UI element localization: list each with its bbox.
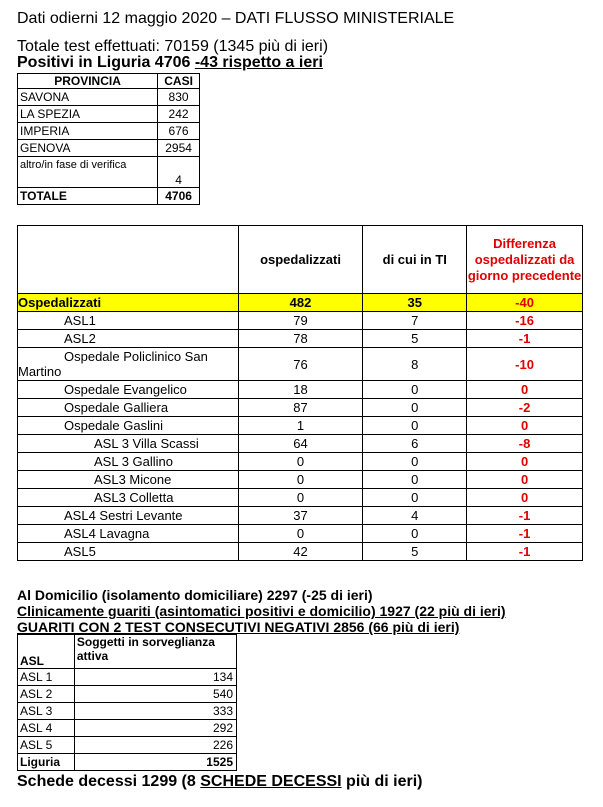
hospital-name: ASL4 Lavagna: [18, 525, 239, 543]
table-row: [18, 720, 237, 737]
province-name: LA SPEZIA: [18, 106, 158, 123]
table-row: [18, 669, 237, 686]
hospital-osp: 37: [238, 507, 363, 525]
hospital-osp: 76: [238, 348, 363, 381]
hospital-ti: 0: [363, 471, 467, 489]
hospital-diff: 0: [467, 381, 583, 399]
asl-value: 540: [74, 686, 236, 703]
province-cases: 2954: [158, 140, 200, 157]
hospital-name: ASL5: [18, 543, 239, 561]
asl-name: ASL 1: [18, 669, 75, 686]
hospital-ti: 0: [363, 381, 467, 399]
positives-line: [17, 54, 323, 72]
province-total-value: 4706: [158, 188, 200, 205]
table-row: [18, 157, 200, 188]
hospital-osp: 78: [238, 330, 363, 348]
hospital-diff: -1: [467, 543, 583, 561]
asl-name: ASL 4: [18, 720, 75, 737]
date-line: Dati odierni 12 maggio 2020 – DATI FLUSSO MINISTERIALE: [17, 10, 455, 27]
table-row: [18, 453, 583, 471]
col-differenza: Differenza ospedalizzati da giorno precedente: [467, 226, 583, 294]
hospital-osp: 64: [238, 435, 363, 453]
table-row: [18, 330, 583, 348]
hospital-diff: -2: [467, 399, 583, 417]
table-row: [18, 507, 583, 525]
col-terapia-intensiva: di cui in TI: [363, 226, 467, 294]
hospital-diff: -40: [467, 294, 583, 312]
province-cases: 4: [158, 157, 200, 188]
hospital-diff: 0: [467, 417, 583, 435]
table-row: [18, 525, 583, 543]
asl-value: 292: [74, 720, 236, 737]
hospital-table: [17, 225, 583, 561]
col-sorveglianza: Soggetti in sorveglianza attiva: [74, 635, 236, 669]
hospital-ti: 8: [363, 348, 467, 381]
table-row: [18, 399, 583, 417]
deaths-prefix: Schede decessi 1299 (8: [17, 773, 201, 790]
table-row: [18, 417, 583, 435]
deaths-underlined: SCHEDE DECESSI: [200, 773, 342, 790]
hospital-ti: 35: [363, 294, 467, 312]
table-row: [18, 686, 237, 703]
surveillance-total-row: [18, 754, 237, 771]
province-name: altro/in fase di verifica: [18, 157, 158, 188]
hospital-name: Ospedale Galliera: [18, 399, 239, 417]
hospital-name: Ospedalizzati: [18, 294, 239, 312]
hospital-name: ASL4 Sestri Levante: [18, 507, 239, 525]
hospital-diff: -1: [467, 330, 583, 348]
province-table-header: [18, 74, 200, 89]
hospital-osp: 0: [238, 489, 363, 507]
hospital-osp: 79: [238, 312, 363, 330]
province-cases: 676: [158, 123, 200, 140]
hospital-ti: 0: [363, 399, 467, 417]
surveillance-table-header: [18, 635, 237, 669]
hospital-name: Ospedale Policlinico San Martino: [18, 348, 239, 381]
hospital-diff: 0: [467, 471, 583, 489]
col-casi: CASI: [158, 74, 200, 89]
asl-value: 134: [74, 669, 236, 686]
province-cases: 830: [158, 89, 200, 106]
table-row: [18, 435, 583, 453]
hospital-name: ASL1: [18, 312, 239, 330]
surveillance-total-label: Liguria: [18, 754, 75, 771]
table-row: [18, 348, 583, 381]
table-row: [18, 737, 237, 754]
hospital-ti: 0: [363, 525, 467, 543]
hospital-osp: 482: [238, 294, 363, 312]
asl-value: 226: [74, 737, 236, 754]
hospital-diff: -1: [467, 507, 583, 525]
hospital-osp: 0: [238, 453, 363, 471]
hospital-table-header: [18, 226, 583, 294]
hospital-diff: -10: [467, 348, 583, 381]
hospital-name: Ospedale Gaslini: [18, 417, 239, 435]
asl-value: 333: [74, 703, 236, 720]
hospital-ti: 0: [363, 453, 467, 471]
hospital-ti: 6: [363, 435, 467, 453]
table-row: [18, 312, 583, 330]
hospital-osp: 87: [238, 399, 363, 417]
hospital-name: ASL 3 Gallino: [18, 453, 239, 471]
hospital-osp: 0: [238, 525, 363, 543]
province-total-label: TOTALE: [18, 188, 158, 205]
hospital-diff: 0: [467, 489, 583, 507]
province-cases: 242: [158, 106, 200, 123]
table-row: [18, 123, 200, 140]
col-asl: ASL: [18, 635, 75, 669]
table-row: [18, 381, 583, 399]
col-ospedalizzati: ospedalizzati: [238, 226, 363, 294]
hospital-osp: 0: [238, 471, 363, 489]
province-total-row: [18, 188, 200, 205]
deaths-suffix: più di ieri): [341, 773, 423, 790]
province-name: GENOVA: [18, 140, 158, 157]
table-row: [18, 489, 583, 507]
hospital-name: ASL3 Micone: [18, 471, 239, 489]
hospital-ti: 5: [363, 330, 467, 348]
asl-name: ASL 2: [18, 686, 75, 703]
positives-prefix: Positivi in Liguria 4706: [17, 54, 195, 71]
col-empty: [18, 226, 239, 294]
hospital-ti: 0: [363, 489, 467, 507]
hospital-ti: 0: [363, 417, 467, 435]
hospital-ti: 7: [363, 312, 467, 330]
province-name: IMPERIA: [18, 123, 158, 140]
hospital-osp: 18: [238, 381, 363, 399]
table-row: [18, 89, 200, 106]
table-row: [18, 294, 583, 312]
hospital-diff: 0: [467, 453, 583, 471]
hospital-osp: 42: [238, 543, 363, 561]
hospital-osp: 1: [238, 417, 363, 435]
table-row: [18, 703, 237, 720]
col-provincia: PROVINCIA: [18, 74, 158, 89]
province-name: SAVONA: [18, 89, 158, 106]
surveillance-table: [17, 634, 237, 771]
hospital-name: ASL2: [18, 330, 239, 348]
province-table: [17, 73, 200, 205]
healed-line: GUARITI CON 2 TEST CONSECUTIVI NEGATIVI 2856 (66 più di ieri): [17, 619, 460, 635]
hospital-name: Ospedale Evangelico: [18, 381, 239, 399]
tests-line: Totale test effettuati: 70159 (1345 più di ieri): [17, 38, 329, 55]
hospital-diff: -16: [467, 312, 583, 330]
hospital-name: ASL3 Colletta: [18, 489, 239, 507]
hospital-name: ASL 3 Villa Scassi: [18, 435, 239, 453]
asl-name: ASL 3: [18, 703, 75, 720]
hospital-ti: 4: [363, 507, 467, 525]
clinically-recovered-line: Clinicamente guariti (asintomatici positivi e domicilio) 1927 (22 più di ieri): [17, 603, 506, 619]
table-row: [18, 543, 583, 561]
hospital-diff: -1: [467, 525, 583, 543]
table-row: [18, 106, 200, 123]
table-row: [18, 140, 200, 157]
surveillance-total-value: 1525: [74, 754, 236, 771]
hospital-ti: 5: [363, 543, 467, 561]
hospital-diff: -8: [467, 435, 583, 453]
asl-name: ASL 5: [18, 737, 75, 754]
deaths-line: [17, 773, 423, 791]
positives-delta: -43 rispetto a ieri: [194, 54, 323, 71]
table-row: [18, 471, 583, 489]
home-isolation-line: Al Domicilio (isolamento domiciliare) 2297 (-25 di ieri): [17, 587, 373, 603]
